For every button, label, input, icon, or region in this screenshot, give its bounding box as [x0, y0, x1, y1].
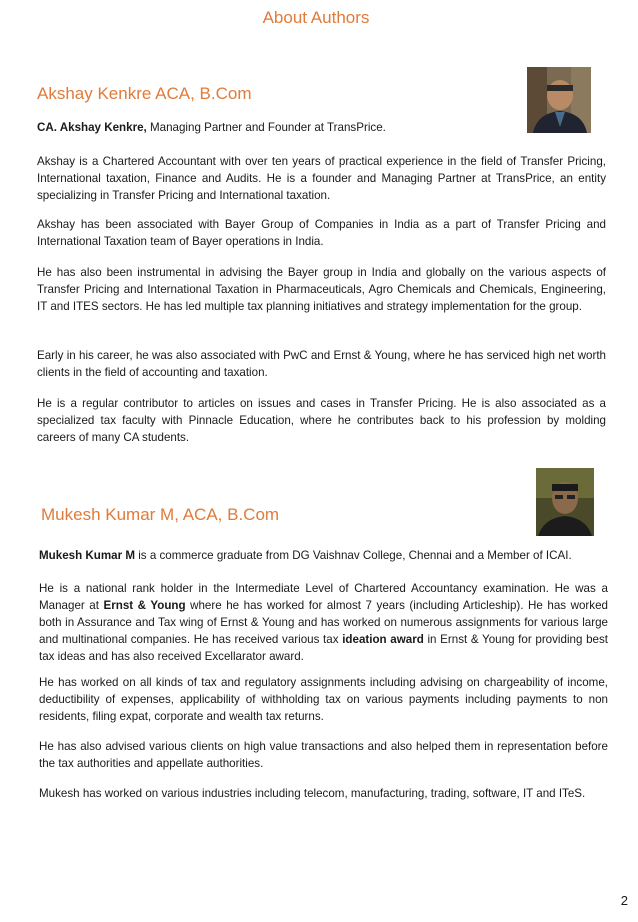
bio-paragraph: Akshay is a Chartered Accountant with over ten years of practical experience in the field of Transfer Pricing, International taxation, Finance and Audits. He is a founder and Managing Partner at TransPrice, an entity specializing in Transfer Pricing and International taxation.: [37, 155, 606, 202]
bio-paragraph: He has also been instrumental in advising the Bayer group in India and globally on the various aspects of Transfer Pricing and International Taxation in Pharmaceuticals, Agro Chemicals and Chemicals, Engineering, IT and ITES sectors. He has led multiple tax planning initiatives and strategy implementation for the group.: [37, 266, 606, 313]
author-intro-name: CA. Akshay Kenkre,: [37, 121, 147, 134]
bio-text: He is a national rank holder in the Intermediate Level of Chartered Accountancy examination. He was a Manager at: [39, 582, 608, 612]
author-intro: [39, 547, 608, 564]
bio-paragraph: He has also advised various clients on high value transactions and also helped them in representation before the tax authorities and appellate authorities.: [39, 740, 608, 770]
author-name: Mukesh Kumar M, ACA, B.Com: [41, 505, 280, 524]
author-photo-mukesh: [536, 468, 594, 536]
bio-paragraph: Mukesh has worked on various industries including telecom, manufacturing, trading, software, IT and ITeS.: [39, 787, 586, 800]
bio-bold-text: Ernst & Young: [103, 599, 186, 612]
author-name: Akshay Kenkre ACA, B.Com: [37, 84, 252, 103]
bio-text: in Ernst & Young for providing best tax ideas and has also received Excellarator award.: [39, 633, 608, 663]
bio-paragraph: He has worked on all kinds of tax and regulatory assignments including advising on chargeability of income, deductibility of expenses, applicability of withholding tax on various payments including payments to non residents, filing expat, corporate and wealth tax returns.: [39, 676, 608, 723]
page-title: About Authors: [262, 8, 370, 27]
author-intro: [37, 119, 606, 136]
bio-bold-text: ideation award: [342, 633, 424, 646]
bio-paragraph: Early in his career, he was also associated with PwC and Ernst & Young, where he has serviced high net worth clients in the field of accounting and taxation.: [37, 349, 606, 379]
bio-paragraph: Akshay has been associated with Bayer Group of Companies in India as a part of Transfer Pricing and International Taxation team of Bayer operations in India.: [37, 218, 606, 248]
author-intro-name: Mukesh Kumar M: [39, 549, 135, 562]
author-intro-text: is a commerce graduate from DG Vaishnav College, Chennai and a Member of ICAI.: [135, 549, 572, 562]
author-intro-text: Managing Partner and Founder at TransPrice.: [146, 121, 386, 134]
bio-text: where he has worked for almost 7 years (including Articleship). He has worked both in Assurance and Tax wing of Ernst & Young and has worked on numerous assignments for various large and multinational companies. He has received various tax: [39, 599, 608, 646]
bio-paragraph: He is a regular contributor to articles on issues and cases in Transfer Pricing. He is also associated as a specialized tax faculty with Pinnacle Education, where he contributes back to his profession by molding careers of many CA students.: [37, 397, 606, 444]
bio-paragraph: [39, 580, 608, 665]
page-number: 2: [620, 893, 628, 908]
